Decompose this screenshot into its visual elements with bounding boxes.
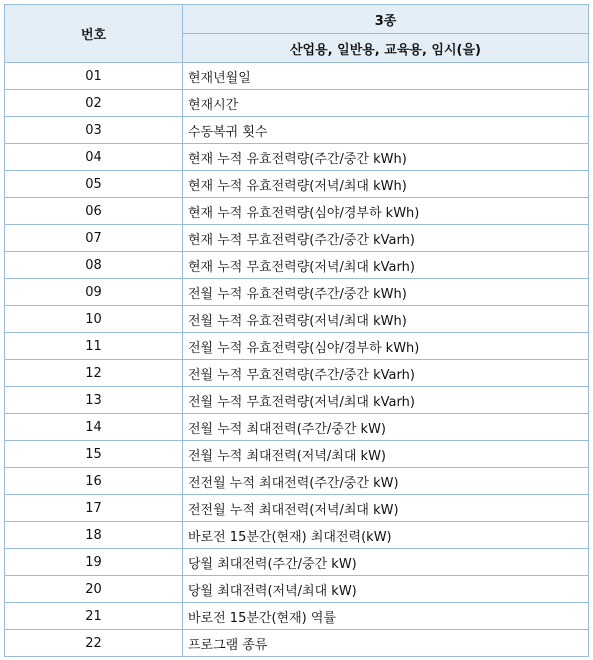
row-number: 19 <box>5 549 183 576</box>
row-number: 07 <box>5 225 183 252</box>
row-description: 전월 누적 유효전력량(주간/중간 kWh) <box>183 279 589 306</box>
header-number: 번호 <box>5 5 183 63</box>
table-row <box>5 468 589 495</box>
row-description: 바로전 15분간(현재) 최대전력(kW) <box>183 522 589 549</box>
row-description: 전월 누적 유효전력량(심야/경부하 kWh) <box>183 333 589 360</box>
table-row <box>5 63 589 90</box>
row-description: 현재 누적 무효전력량(주간/중간 kVarh) <box>183 225 589 252</box>
row-number: 04 <box>5 144 183 171</box>
row-description: 전월 누적 무효전력량(주간/중간 kVarh) <box>183 360 589 387</box>
row-number: 03 <box>5 117 183 144</box>
row-description: 현재 누적 유효전력량(주간/중간 kWh) <box>183 144 589 171</box>
table-body <box>5 63 589 657</box>
row-number: 10 <box>5 306 183 333</box>
row-number: 15 <box>5 441 183 468</box>
row-number: 18 <box>5 522 183 549</box>
row-number: 08 <box>5 252 183 279</box>
table-row <box>5 576 589 603</box>
table-row <box>5 306 589 333</box>
row-number: 01 <box>5 63 183 90</box>
row-description: 현재년월일 <box>183 63 589 90</box>
row-number: 21 <box>5 603 183 630</box>
row-description: 당월 최대전력(저녁/최대 kW) <box>183 576 589 603</box>
row-number: 20 <box>5 576 183 603</box>
row-description: 현재 누적 유효전력량(저녁/최대 kWh) <box>183 171 589 198</box>
table-row <box>5 414 589 441</box>
table-row <box>5 198 589 225</box>
table-row <box>5 522 589 549</box>
table-row <box>5 279 589 306</box>
row-number: 12 <box>5 360 183 387</box>
data-table-container <box>4 4 589 657</box>
row-number: 16 <box>5 468 183 495</box>
table-row <box>5 252 589 279</box>
meter-data-table <box>4 4 589 657</box>
row-number: 11 <box>5 333 183 360</box>
table-row <box>5 387 589 414</box>
table-row <box>5 495 589 522</box>
row-description: 전월 누적 최대전력(주간/중간 kW) <box>183 414 589 441</box>
row-number: 06 <box>5 198 183 225</box>
table-row <box>5 225 589 252</box>
table-row <box>5 630 589 657</box>
row-number: 05 <box>5 171 183 198</box>
row-number: 09 <box>5 279 183 306</box>
table-row <box>5 360 589 387</box>
row-number: 13 <box>5 387 183 414</box>
table-row <box>5 441 589 468</box>
row-number: 17 <box>5 495 183 522</box>
row-description: 당월 최대전력(주간/중간 kW) <box>183 549 589 576</box>
table-row <box>5 603 589 630</box>
table-row <box>5 144 589 171</box>
row-description: 프로그램 종류 <box>183 630 589 657</box>
row-description: 전전월 누적 최대전력(저녁/최대 kW) <box>183 495 589 522</box>
table-row <box>5 117 589 144</box>
row-description: 바로전 15분간(현재) 역률 <box>183 603 589 630</box>
row-number: 22 <box>5 630 183 657</box>
row-description: 전월 누적 무효전력량(저녁/최대 kVarh) <box>183 387 589 414</box>
header-type: 3종 <box>183 5 589 34</box>
row-description: 현재 누적 유효전력량(심야/경부하 kWh) <box>183 198 589 225</box>
row-number: 02 <box>5 90 183 117</box>
table-row <box>5 171 589 198</box>
row-description: 전전월 누적 최대전력(주간/중간 kW) <box>183 468 589 495</box>
row-description: 현재 누적 무효전력량(저녁/최대 kVarh) <box>183 252 589 279</box>
row-description: 전월 누적 유효전력량(저녁/최대 kWh) <box>183 306 589 333</box>
row-number: 14 <box>5 414 183 441</box>
table-header <box>5 5 589 63</box>
row-description: 전월 누적 최대전력(저녁/최대 kW) <box>183 441 589 468</box>
table-row <box>5 549 589 576</box>
table-row <box>5 333 589 360</box>
row-description: 현재시간 <box>183 90 589 117</box>
row-description: 수동복귀 횟수 <box>183 117 589 144</box>
header-usage-categories: 산업용, 일반용, 교육용, 임시(을) <box>183 34 589 63</box>
table-row <box>5 90 589 117</box>
